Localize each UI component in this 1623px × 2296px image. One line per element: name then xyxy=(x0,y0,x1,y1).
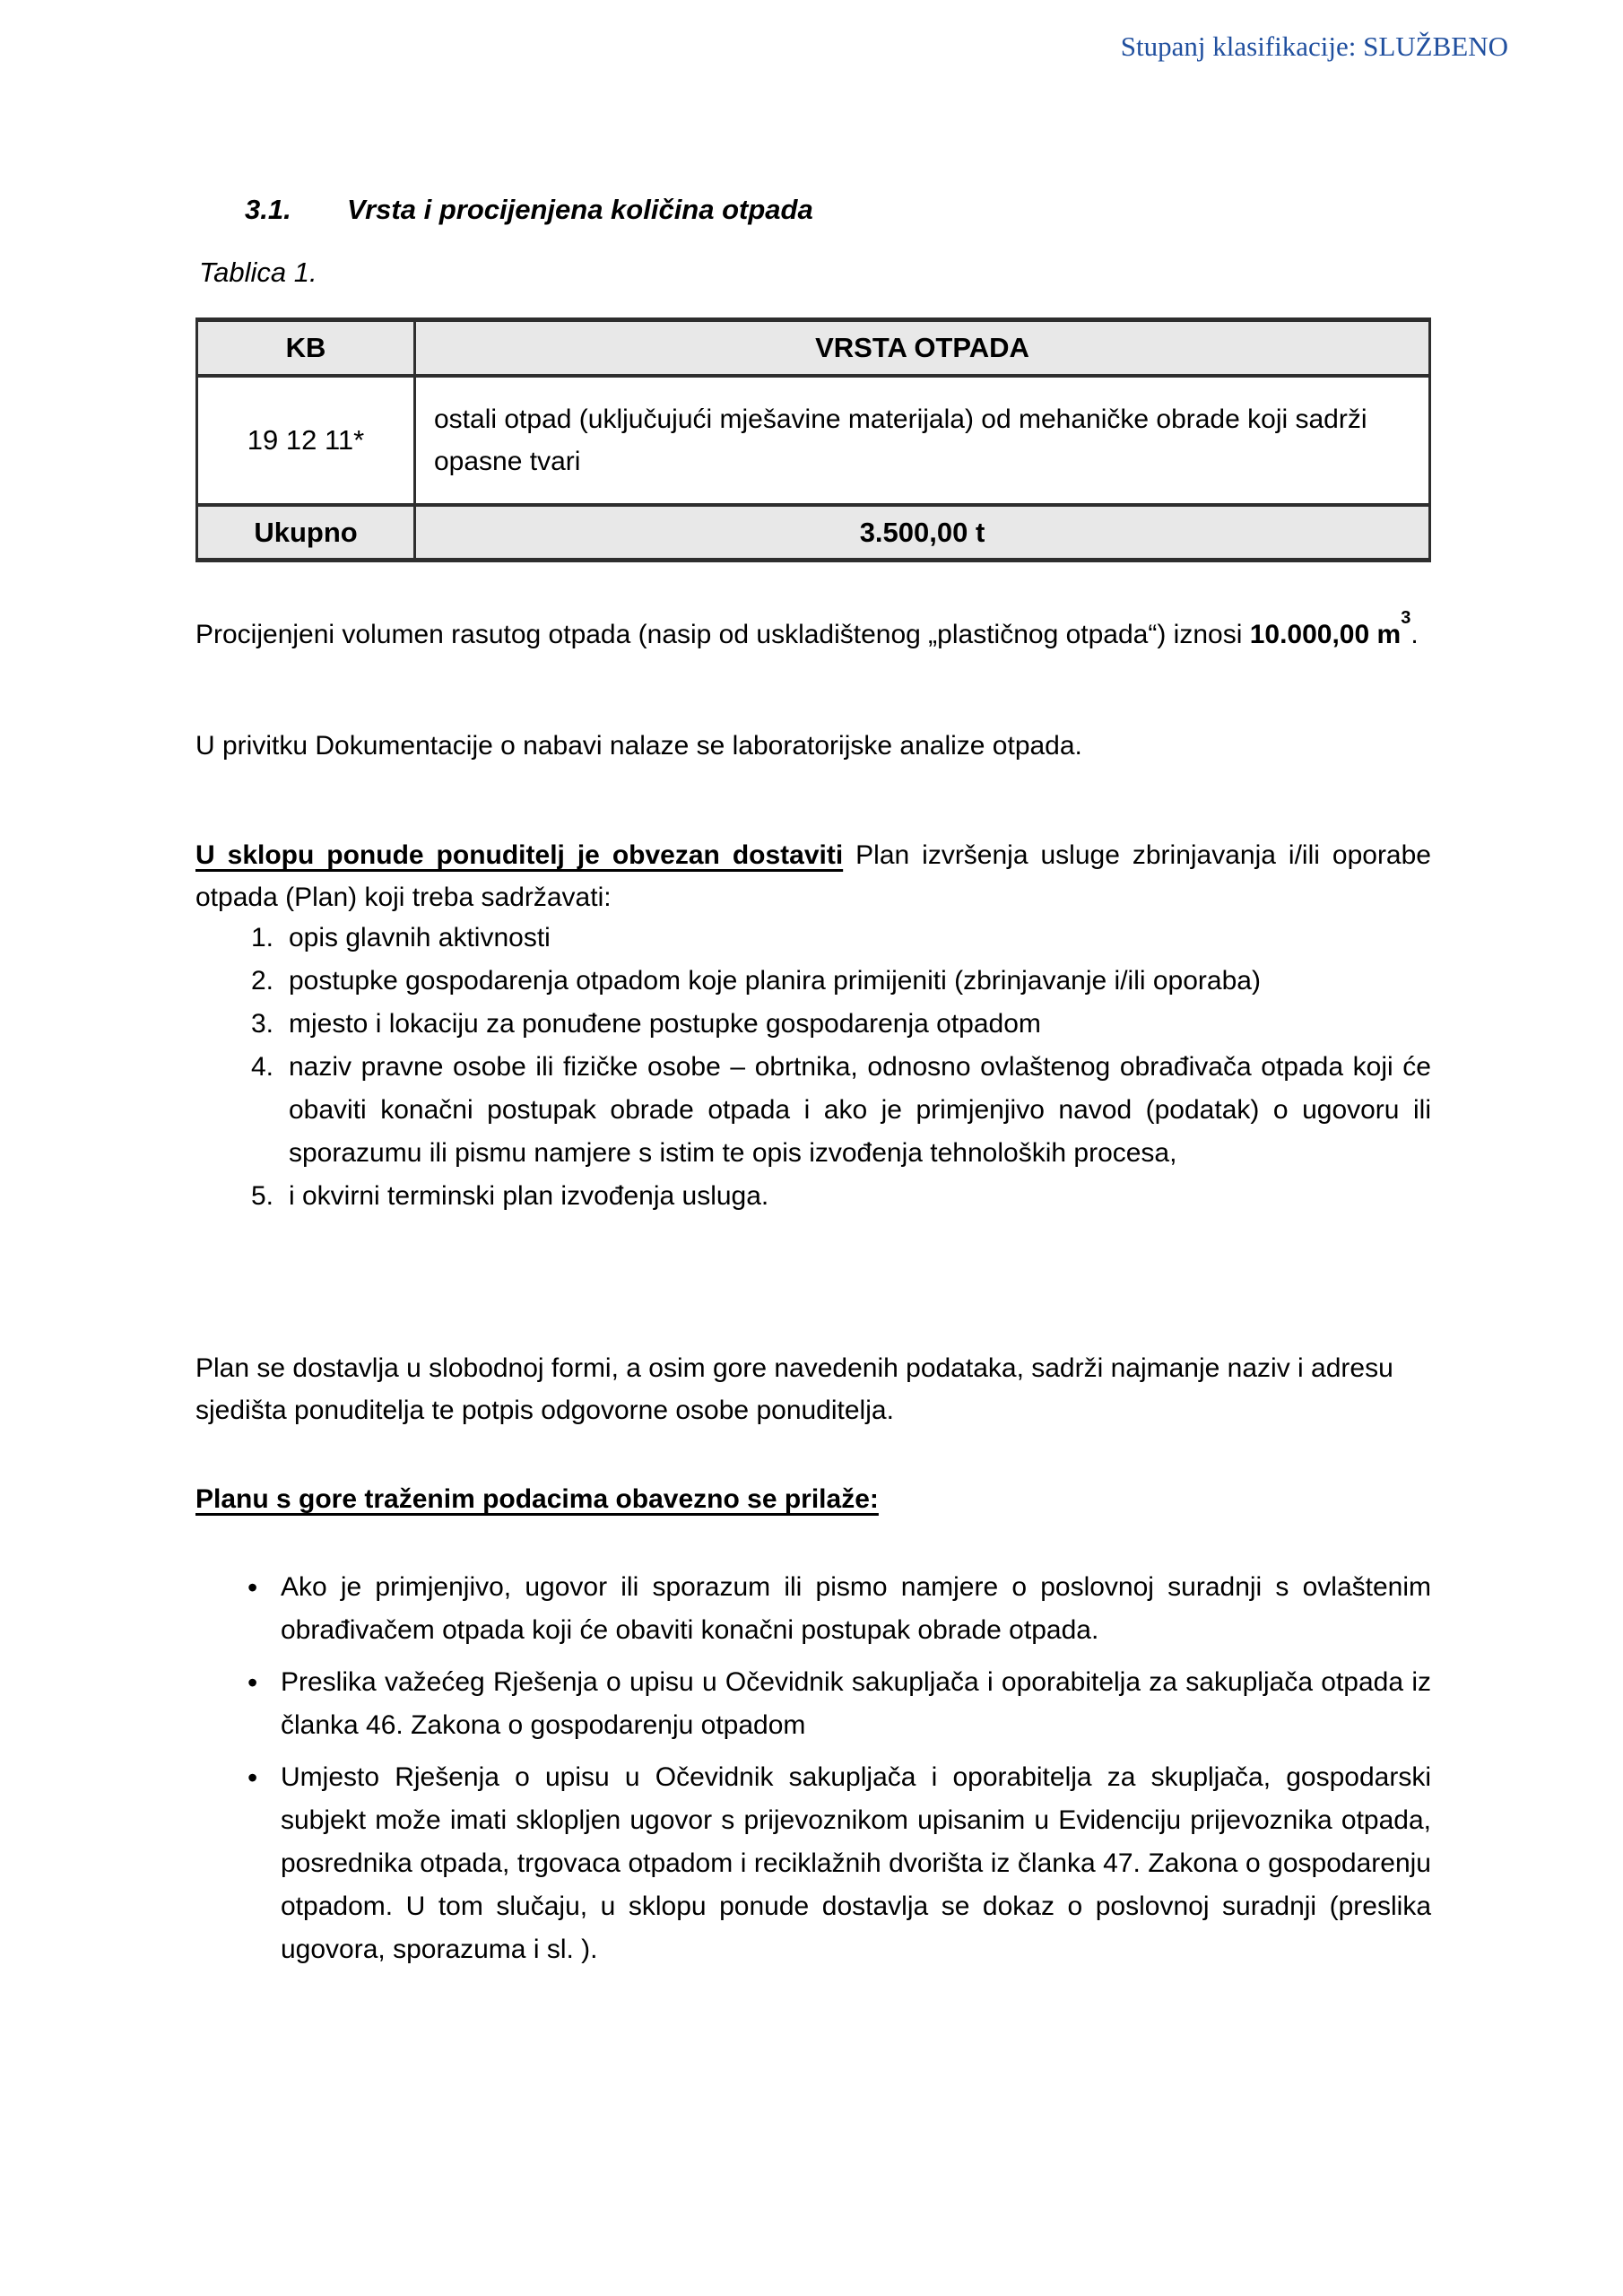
volume-text: Procijenjeni volumen rasutog otpada (nasip od uskladištenog „plastičnog otpada“) iznosi xyxy=(195,620,1250,649)
bullet-item xyxy=(195,1661,1431,1747)
list-item-text: i okvirni terminski plan izvođenja usluga. xyxy=(289,1181,769,1211)
waste-code-cell: 19 12 11* xyxy=(197,376,415,505)
list-item xyxy=(195,1003,1431,1046)
section-number: 3.1. xyxy=(245,194,291,225)
bullet-item xyxy=(195,1566,1431,1652)
volume-exponent: 3 xyxy=(1401,608,1411,628)
prilaze-bold-underlined: Planu s gore traženim podacima obavezno se prilaže: xyxy=(195,1484,879,1514)
list-item xyxy=(195,960,1431,1003)
table-header-vrsta-otpada: VRSTA OTPADA xyxy=(415,320,1430,377)
table-header-row xyxy=(197,320,1430,377)
section-heading xyxy=(195,194,1431,226)
table-header-kb: KB xyxy=(197,320,415,377)
list-item-text: mjesto i lokaciju za ponuđene postupke gospodarenja otpadom xyxy=(289,1009,1041,1039)
paragraph-obligation xyxy=(195,834,1431,918)
list-item xyxy=(195,917,1431,960)
list-item-text: naziv pravne osobe ili fizičke osobe – obrtnika, odnosno ovlaštenog obrađivača otpada koji će obaviti konačni postupak obrade otpada i ako je primjenjivo navod (podatak) o ugovoru ili sporazumu ili pismu namjere s istim te opis izvođenja tehnoloških procesa, xyxy=(289,1052,1431,1168)
list-item-number: 3. xyxy=(251,1009,274,1039)
list-item-number: 5. xyxy=(251,1181,274,1211)
waste-table xyxy=(195,317,1431,562)
volume-period: . xyxy=(1410,620,1419,649)
section-title: Vrsta i procijenjena količina otpada xyxy=(347,194,813,225)
paragraph-prilaze-heading xyxy=(195,1478,1431,1520)
table-row xyxy=(197,376,1430,505)
obligation-rest: Plan izvršenja usluge zbrinjavanja i/ili oporabe otpada (Plan) koji treba sadržavati: xyxy=(195,840,1431,912)
bullet-list xyxy=(195,1566,1431,1980)
volume-value: 10.000,00 m xyxy=(1249,620,1402,649)
classification-label: Stupanj klasifikacije: SLUŽBENO xyxy=(1120,30,1508,62)
bullet-item-text: Ako je primjenjivo, ugovor ili sporazum ili pismo namjere o poslovnoj suradnji s ovlaštenim obrađivačem otpada koji će obaviti konačni postupak obrade otpada. xyxy=(281,1572,1431,1645)
paragraph-volume xyxy=(195,608,1431,656)
list-item-text: postupke gospodarenja otpadom koje planira primijeniti (zbrinjavanje i/ili oporaba) xyxy=(289,966,1261,996)
total-value-cell: 3.500,00 t xyxy=(415,505,1430,561)
list-item-number: 4. xyxy=(251,1052,274,1082)
bullet-item-text: Preslika važećeg Rješenja o upisu u Očevidnik sakupljača i oporabitelja za sakupljača otpada iz članka 46. Zakona o gospodarenju otpadom xyxy=(281,1667,1431,1740)
numbered-list xyxy=(195,917,1431,1218)
list-item xyxy=(195,1175,1431,1218)
list-item-number: 1. xyxy=(251,923,274,952)
bullet-item xyxy=(195,1756,1431,1971)
bullet-icon: • xyxy=(247,1761,258,1794)
bullet-icon: • xyxy=(247,1666,258,1699)
obligation-bold-underlined: U sklopu ponude ponuditelj je obvezan dostaviti xyxy=(195,840,844,870)
bullet-item-text: Umjesto Rješenja o upisu u Očevidnik sakupljača i oporabitelja za skupljača, gospodarski subjekt može imati sklopljen ugovor s prijevoznikom upisanim u Evidenciju prijevoznika otpada, posrednika otpada, trgovaca otpadom i reciklažnih dvorišta iz članka 47. Zakona o gospodarenju otpadom. U tom slučaju, u sklopu ponude dostavlja se dokaz o poslovnoj suradnji (preslika ugovora, sporazuma i sl. ). xyxy=(281,1762,1431,1964)
table-total-row xyxy=(197,505,1430,561)
waste-description-cell: ostali otpad (uključujući mješavine materijala) od mehaničke obrade koji sadrži opasne tvari xyxy=(415,376,1430,505)
paragraph-privitak: U privitku Dokumentacije o nabavi nalaze se laboratorijske analize otpada. xyxy=(195,731,1082,761)
total-label-cell: Ukupno xyxy=(197,505,415,561)
paragraph-plan-forma: Plan se dostavlja u slobodnoj formi, a osim gore navedenih podataka, sadrži najmanje naziv i adresu sjedišta ponuditelja te potpis odgovorne osobe ponuditelja. xyxy=(195,1353,1393,1425)
list-item-number: 2. xyxy=(251,966,274,996)
list-item xyxy=(195,1046,1431,1175)
bullet-icon: • xyxy=(247,1571,258,1604)
list-item-text: opis glavnih aktivnosti xyxy=(289,923,551,952)
table-caption: Tablica 1. xyxy=(199,257,317,288)
